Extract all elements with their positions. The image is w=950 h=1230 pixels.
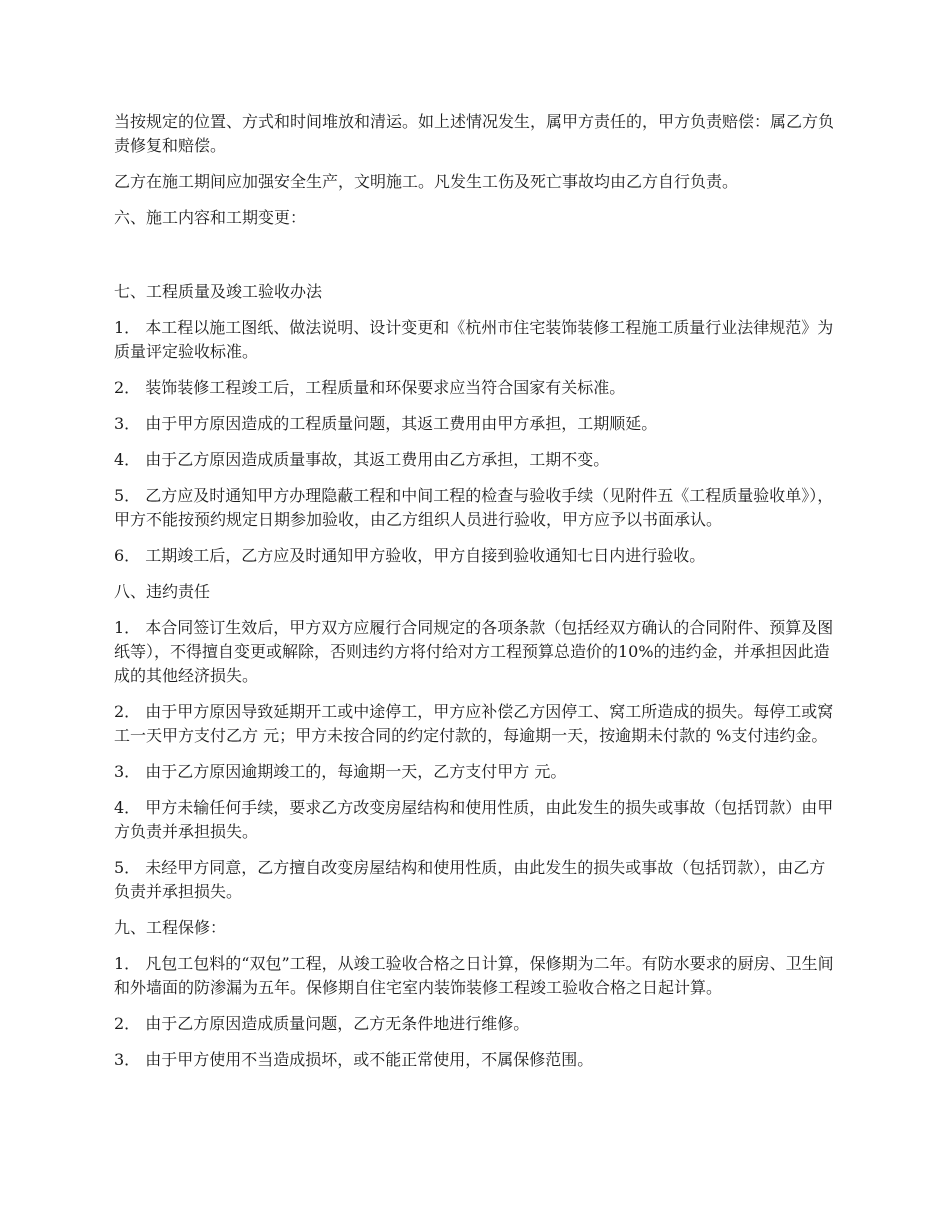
section-heading-8: 八、违约责任 bbox=[114, 582, 211, 601]
section-heading-9: 九、工程保修： bbox=[114, 918, 227, 937]
section-heading-6: 六、施工内容和工期变更： bbox=[114, 208, 307, 227]
clause-8-5: 5． 未经甲方同意，乙方擅自改变房屋结构和使用性质，由此发生的损失或事故（包括罚款），由乙方负责并承担损失。 bbox=[114, 858, 826, 901]
paragraph-safety-clause: 乙方在施工期间应加强安全生产，文明施工。凡发生工伤及死亡事故均由乙方自行负责。 bbox=[114, 172, 739, 191]
blank-space bbox=[114, 242, 840, 280]
clause-7-4: 4． 由于乙方原因造成质量事故，其返工费用由乙方承担，工期不变。 bbox=[114, 450, 610, 469]
clause-9-1: 1． 凡包工包料的“双包”工程，从竣工验收合格之日计算，保修期为二年。有防水要求的厨房、卫生间和外墙面的防渗漏为五年。保修期自住宅室内装饰装修工程竣工验收合格之日起计算。 bbox=[114, 954, 834, 997]
clause-7-3: 3． 由于甲方原因造成的工程质量问题，其返工费用由甲方承担，工期顺延。 bbox=[114, 414, 658, 433]
clause-8-4: 4． 甲方未输任何手续，要求乙方改变房屋结构和使用性质，由此发生的损失或事故（包括罚款）由甲方负责并承担损失。 bbox=[114, 798, 834, 841]
clause-9-3: 3． 由于甲方使用不当造成损坏，或不能正常使用，不属保修范围。 bbox=[114, 1050, 594, 1069]
clause-7-2: 2． 装饰装修工程竣工后，工程质量和环保要求应当符合国家有关标准。 bbox=[114, 378, 626, 397]
clause-8-1: 1． 本合同签订生效后，甲方双方应履行合同规定的各项条款（包括经双方确认的合同附件、预算及图纸等），不得擅自变更或解除，否则违约方将付给对方工程预算总造价的10%的违约金，并承担因此造成的其他经济损失。 bbox=[114, 618, 834, 685]
document-body bbox=[114, 110, 840, 1084]
clause-7-6: 6． 工期竣工后，乙方应及时通知甲方验收，甲方自接到验收通知七日内进行验收。 bbox=[114, 546, 706, 565]
clause-7-5: 5． 乙方应及时通知甲方办理隐蔽工程和中间工程的检查与验收手续（见附件五《工程质量验收单》），甲方不能按预约规定日期参加验收，由乙方组织人员进行验收，甲方应予以书面承认。 bbox=[114, 486, 834, 529]
clause-8-3: 3． 由于乙方原因逾期竣工的，每逾期一天，乙方支付甲方 元。 bbox=[114, 762, 567, 781]
clause-9-2: 2． 由于乙方原因造成质量问题，乙方无条件地进行维修。 bbox=[114, 1014, 530, 1033]
clause-8-2: 2． 由于甲方原因导致延期开工或中途停工，甲方应补偿乙方因停工、窝工所造成的损失。每停工或窝工一天甲方支付乙方 元；甲方未按合同的约定付款的，每逾期一天，按逾期未付款的 %支付违约金。 bbox=[114, 702, 834, 745]
section-heading-7: 七、工程质量及竣工验收办法 bbox=[114, 282, 323, 301]
clause-7-1: 1． 本工程以施工图纸、做法说明、设计变更和《杭州市住宅装饰装修工程施工质量行业法律规范》为质量评定验收标准。 bbox=[114, 318, 834, 361]
paragraph-stacking-clause: 当按规定的位置、方式和时间堆放和清运。如上述情况发生，属甲方责任的，甲方负责赔偿：属乙方负责修复和赔偿。 bbox=[114, 112, 835, 155]
